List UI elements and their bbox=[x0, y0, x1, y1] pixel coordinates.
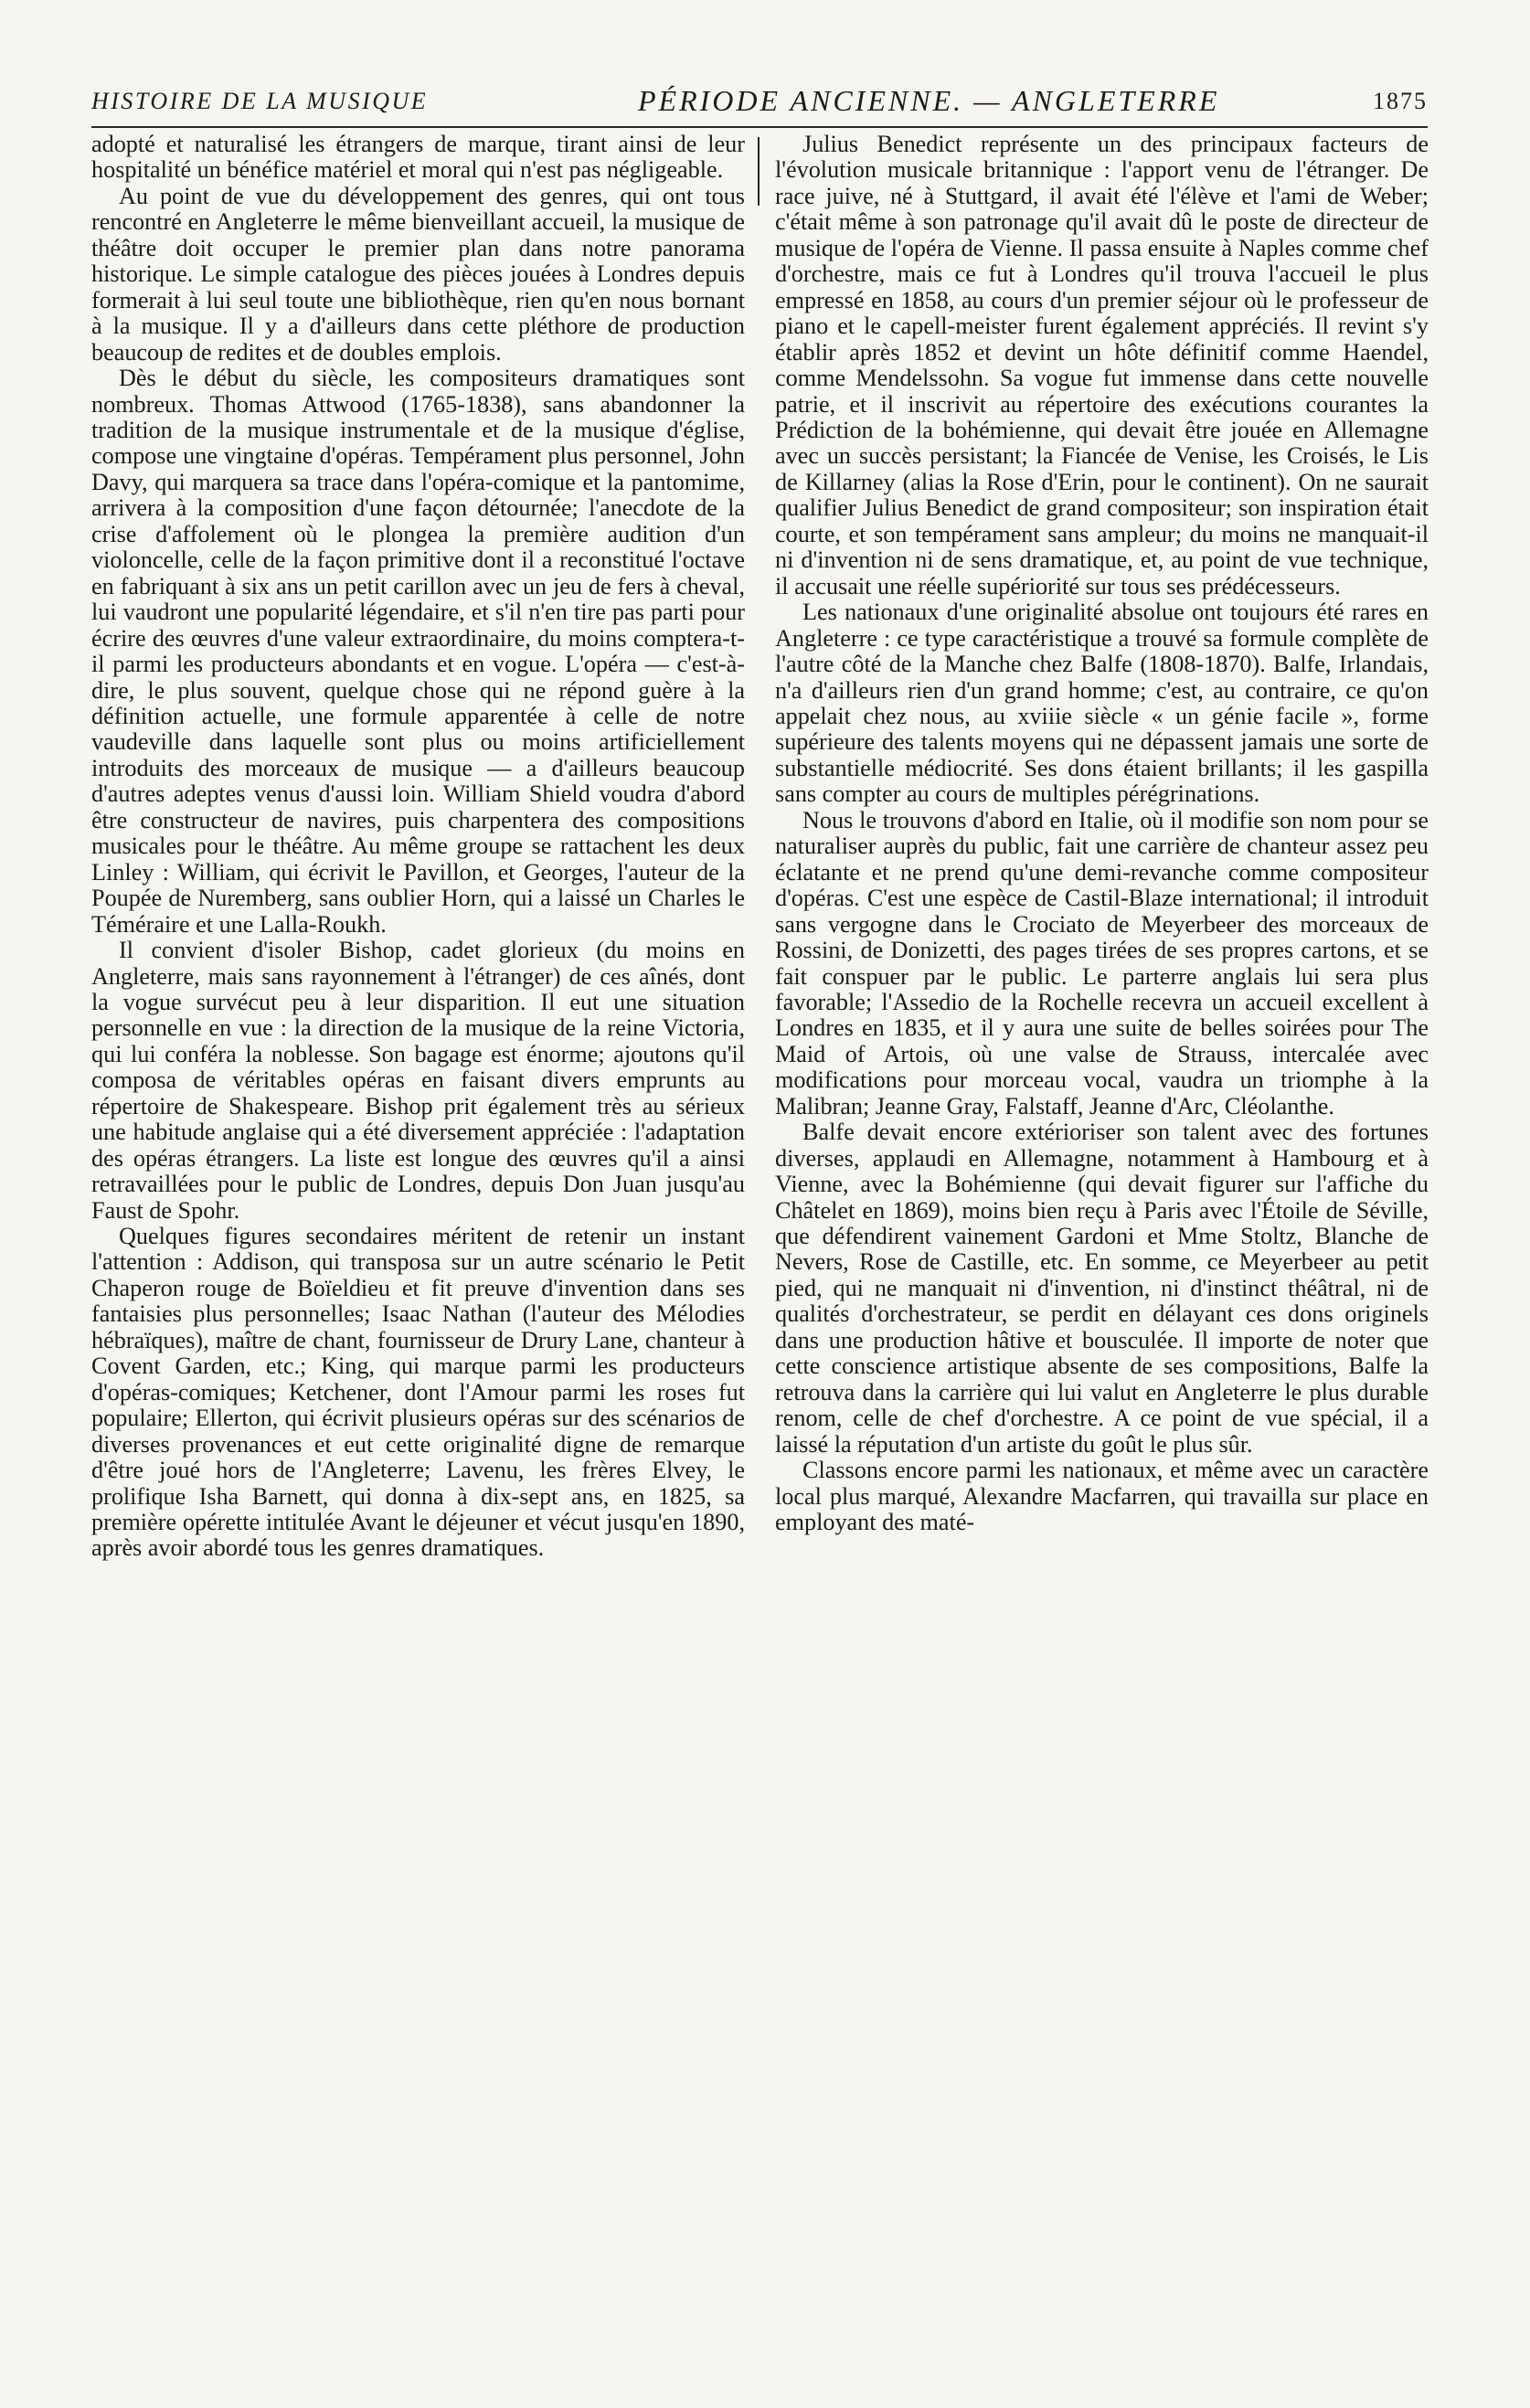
paragraph: adopté et naturalisé les étrangers de marque, tirant ainsi de leur hospitalité un bénéfice matériel et moral qui n'est pas négligeable. bbox=[91, 131, 745, 184]
paragraph: Julius Benedict représente un des principaux facteurs de l'évolution musicale britannique : l'apport venu de l'étranger. De race juive, né à Stuttgard, il avait été l'élève et l'ami de Weber; c'était même à son patronage qu'il avait dû le poste de directeur de musique de l'opéra de Vienne. Il passa ensuite à Naples comme chef d'orchestre, mais ce fut à Londres qu'il trouva l'accueil le plus empressé en 1858, au cours d'un premier séjour où le professeur de piano et le capell-meister furent également appréciés. Il revint s'y établir après 1852 et devint un hôte définitif comme Haendel, comme Mendelssohn. Sa vogue fut immense dans cette nouvelle patrie, et il inscrivit au répertoire des exécutions courantes la Prédiction de la bohémienne, qui devait être jouée en Allemagne avec un succès persistant; la Fiancée de Venise, les Croisés, le Lis de Killarney (alias la Rose d'Erin, pour le continent). On ne saurait qualifier Julius Benedict de grand compositeur; son inspiration était courte, et son tempérament sans ampleur; du moins ne manquait-il ni d'invention ni de sens dramatique, et, au point de vue technique, il accusait une réelle supériorité sur tous ses prédécesseurs. bbox=[775, 131, 1429, 599]
paragraph: Au point de vue du développement des genres, qui ont tous rencontré en Angleterre le même bienveillant accueil, la musique de théâtre doit occuper le premier plan dans notre panorama historique. Le simple catalogue des pièces jouées à Londres depuis formerait à lui seul toute une bibliothèque, rien qu'en nous bornant à la musique. Il y a d'ailleurs dans cette pléthore de production beaucoup de redites et de doubles emplois. bbox=[91, 182, 745, 366]
left-column bbox=[91, 132, 745, 1562]
right-column bbox=[775, 132, 1429, 1535]
header-rule bbox=[91, 126, 1428, 128]
paragraph: Balfe devait encore extérioriser son talent avec des fortunes diverses, applaudi en Allemagne, notamment à Hambourg et à Vienne, avec la Bohémienne (qui devait figurer sur l'affiche du Châtelet en 1869), moins bien reçu à Paris avec l'Étoile de Séville, que défendirent vainement Gardoni et Mme Stoltz, Blanche de Nevers, Rose de Castille, etc. En somme, ce Meyerbeer au petit pied, qui ne manquait ni d'invention, ni d'instinct théâtral, ni de qualités d'orchestrateur, se perdit en délayant ces dons originels dans une production hâtive et bousculée. Il importe de noter que cette conscience artistique absente de ses compositions, Balfe la retrouva dans la carrière qui lui valut en Angleterre le plus durable renom, celle de chef d'orchestre. A ce point de vue spécial, il a laissé la réputation d'un artiste du goût le plus sûr. bbox=[775, 1119, 1429, 1458]
running-header bbox=[91, 84, 1428, 124]
paragraph: Quelques figures secondaires méritent de retenir un instant l'attention : Addison, qui transposa sur un autre scénario le Petit Chaperon rouge de Boïeldieu et fit preuve d'invention dans ses fantaisies plus personnelles; Isaac Nathan (l'auteur des Mélodies hébraïques), maître de chant, fournisseur de Drury Lane, chanteur à Covent Garden, etc.; King, qui marque parmi les producteurs d'opéras-comiques; Ketchener, dont l'Amour parmi les roses fut populaire; Ellerton, qui écrivit plusieurs opéras sur des scénarios de diverses provenances et eut cette originalité digne de remarque d'être joué hors de l'Angleterre; Lavenu, les frères Elvey, le prolifique Isha Barnett, qui donna à dix-sept ans, en 1825, sa première opérette intitulée Avant le déjeuner et vécut jusqu'en 1890, après avoir abordé tous les genres dramatiques. bbox=[91, 1223, 745, 1562]
paragraph: Classons encore parmi les nationaux, et même avec un caractère local plus marqué, Alexandre Macfarren, qui travailla sur place en employant des maté- bbox=[775, 1457, 1429, 1536]
paragraph: Il convient d'isoler Bishop, cadet glorieux (du moins en Angleterre, mais sans rayonnement à l'étranger) de ces aînés, dont la vogue survécut peu à leur disparition. Il eut une situation personnelle en vue : la direction de la musique de la reine Victoria, qui lui conféra la noblesse. Son bagage est énorme; ajoutons qu'il composa de véritables opéras en faisant divers emprunts au répertoire de Shakespeare. Bishop prit également très au sérieux une habitude anglaise qui a été diversement appréciée : l'adaptation des opéras étrangers. La liste est longue des œuvres qu'il a ainsi retravaillées pour le public de Londres, depuis Don Juan jusqu'au Faust de Spohr. bbox=[91, 937, 745, 1224]
paragraph: Dès le début du siècle, les compositeurs dramatiques sont nombreux. Thomas Attwood (1765-1838), sans abandonner la tradition de la musique instrumentale et de la musique d'église, compose une vingtaine d'opéras. Tempérament plus personnel, John Davy, qui marquera sa trace dans l'opéra-comique et la pantomime, arrivera à la composition d'une façon détournée; l'anecdote de la crise d'affolement où le plongea la première audition d'un violoncelle, celle de la façon primitive dont il a reconstitué l'octave en fabriquant à six ans un petit carillon avec un jeu de fers à cheval, lui vaudront une popularité légendaire, et s'il n'en tire pas parti pour écrire des œuvres d'une valeur extraordinaire, du moins comptera-t-il parmi les producteurs abondants et en vogue. L'opéra — c'est-à-dire, le plus souvent, quelque chose qui ne répond guère à la définition actuelle, une formule apparentée à celle de notre vaudeville dans laquelle sont plus ou moins artificiellement introduits des morceaux de musique — a d'ailleurs beaucoup d'autres adeptes venus d'aussi loin. William Shield voudra d'abord être constructeur de navires, puis charpentera des compositions musicales pour le théâtre. Au même groupe se rattachent les deux Linley : William, qui écrivit le Pavillon, et Georges, l'auteur de la Poupée de Nuremberg, sans oublier Horn, qui a laissé un Charles le Téméraire et une Lalla-Roukh. bbox=[91, 365, 745, 938]
page-number: 1875 bbox=[1373, 88, 1428, 114]
paragraph: Les nationaux d'une originalité absolue ont toujours été rares en Angleterre : ce type caractéristique a trouvé sa formule complète de l'autre côté de la Manche chez Balfe (1808-1870). Balfe, Irlandais, n'a d'ailleurs rien d'un grand homme; c'est, au contraire, ce qu'on appelait chez nous, au xviiie siècle « un génie facile », forme supérieure des talents moyens qui ne dépassent jamais une sorte de substantielle médiocrité. Ses dons étaient brillants; il les gaspilla sans compter au cours de multiples pérégrinations. bbox=[775, 599, 1429, 808]
header-book-title: HISTOIRE DE LA MUSIQUE bbox=[91, 88, 429, 114]
column-divider bbox=[758, 137, 760, 206]
paragraph: Nous le trouvons d'abord en Italie, où il modifie son nom pour se naturaliser auprès du public, fait une carrière de chanteur assez peu éclatante et ne prend qu'une demi-revanche comme compositeur d'opéras. C'est une espèce de Castil-Blaze international; il introduit sans vergogne dans le Crociato de Meyerbeer des morceaux de Rossini, de Donizetti, des pages tirées de ses propres cartons, et se fait conspuer par le public. Le parterre anglais lui sera plus favorable; l'Assedio de la Rochelle recevra un accueil excellent à Londres en 1835, et il y aura une suite de belles soirées pour The Maid of Artois, où une valse de Strauss, intercalée avec modifications pour morceau vocal, vaudra un triomphe à la Malibran; Jeanne Gray, Falstaff, Jeanne d'Arc, Cléolanthe. bbox=[775, 806, 1429, 1119]
header-section-title: PÉRIODE ANCIENNE. — ANGLETERRE bbox=[638, 84, 1220, 117]
